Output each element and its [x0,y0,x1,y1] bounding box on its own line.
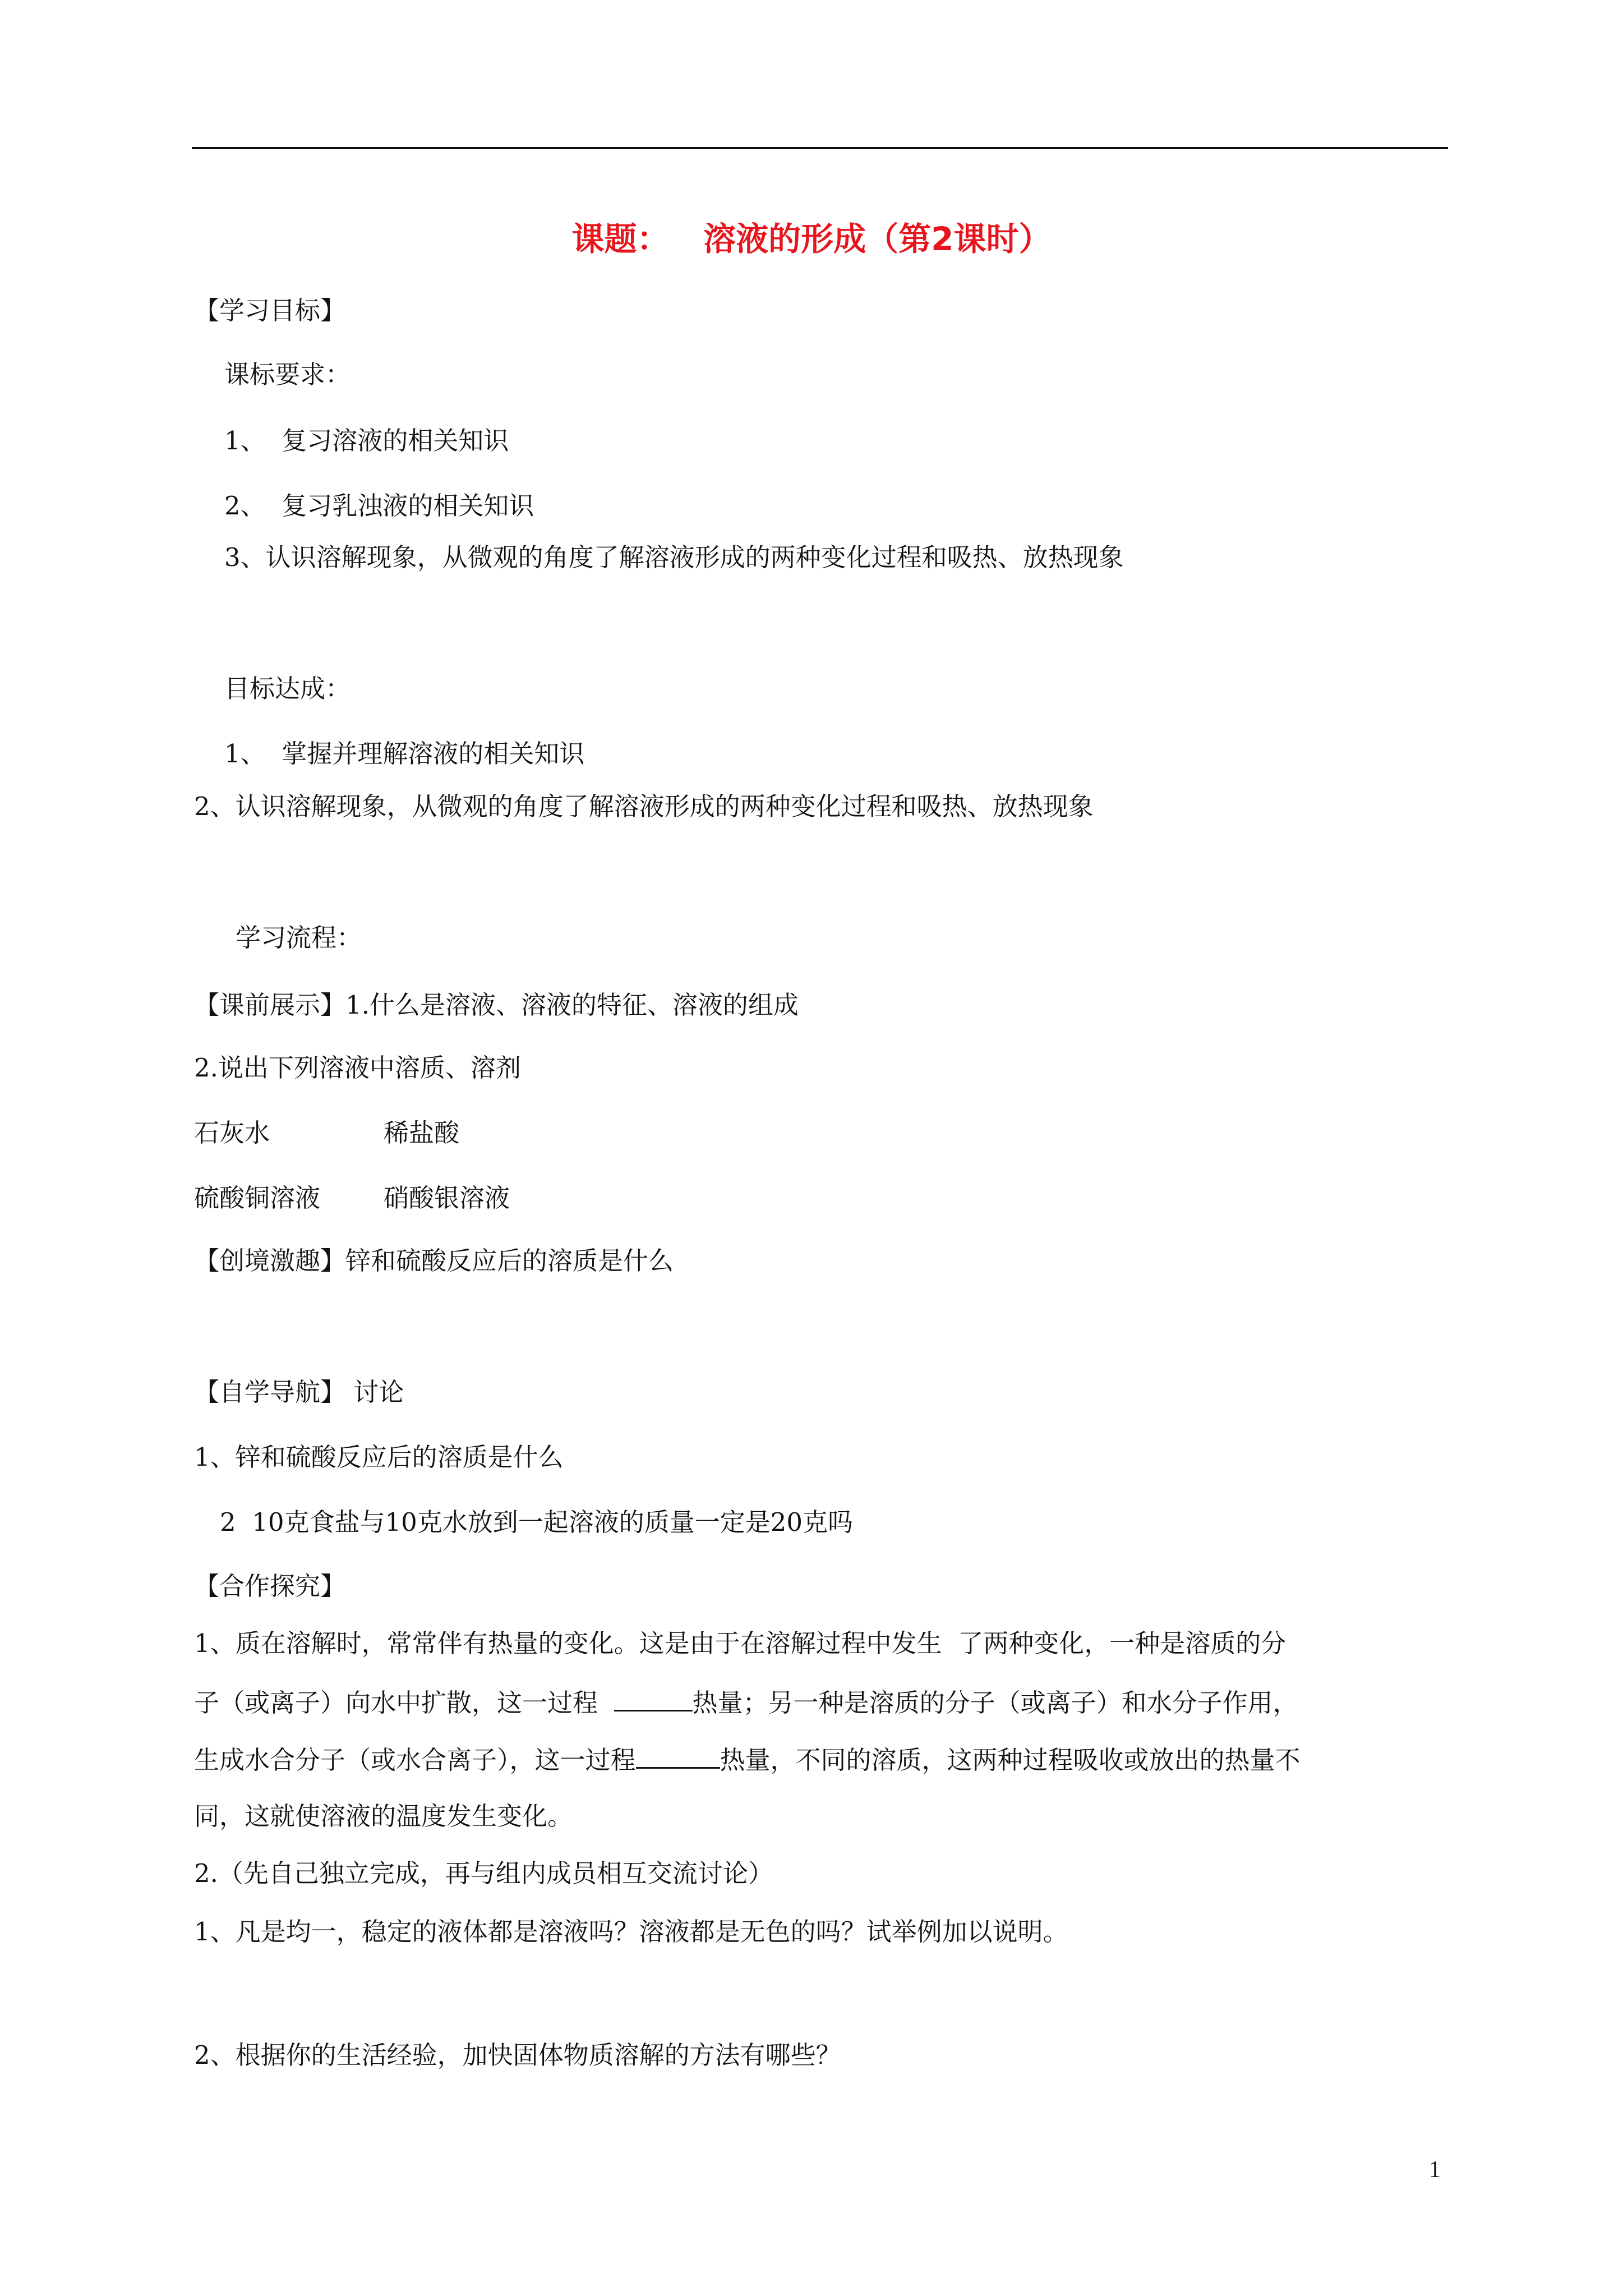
cooperation-question: 2、根据你的生活经验，加快固体物质溶解的方法有哪些？ [194,2040,841,2070]
cooperation-paragraph-line: 1、质在溶解时，常常伴有热量的变化。这是由于在溶解过程中发生 了两种变化，一种是溶质的分 [194,1628,1287,1658]
paragraph-text: 热量；另一种是溶质的分子（或离子）和水分子作用， [692,1688,1298,1718]
goals-item: 2、认识溶解现象，从微观的角度了解溶液形成的两种变化过程和吸热、放热现象 [194,792,1094,821]
solution-item: 硝酸银溶液 [384,1183,510,1213]
cooperation-paragraph-line [194,1684,1448,1721]
goals-item: 1、 掌握并理解溶液的相关知识 [224,739,585,769]
solution-item: 硫酸铜溶液 [194,1183,321,1213]
self-study-question: 2 10克食盐与10克水放到一起溶液的质量一定是20克吗 [220,1507,854,1537]
cooperation-intro: 2.（先自己独立完成，再与组内成员相互交流讨论） [194,1858,773,1888]
cooperation-question: 1、凡是均一，稳定的液体都是溶液吗？溶液都是无色的吗？试举例加以说明。 [194,1917,1068,1947]
curriculum-item: 3、认识溶解现象，从微观的角度了解溶液形成的两种变化过程和吸热、放热现象 [224,542,1124,572]
curriculum-label: 课标要求： [224,360,351,389]
solution-item: 稀盐酸 [384,1118,460,1148]
fill-blank [614,1684,693,1711]
self-study-question: 1、锌和硫酸反应后的溶质是什么 [194,1442,564,1472]
fill-blank [636,1741,720,1769]
curriculum-item: 1、 复习溶液的相关知识 [224,426,509,455]
paragraph-text: 热量，不同的溶质，这两种过程吸收或放出的热量不 [720,1745,1301,1775]
process-label: 学习流程： [236,923,362,953]
page-number: 1 [1429,2157,1441,2183]
paragraph-text: 子（或离子）向水中扩散，这一过程 [194,1688,614,1718]
paragraph-text: 生成水合分子（或水合离子），这一过程 [194,1745,636,1775]
motivation-line: 【创境激趣】锌和硫酸反应后的溶质是什么 [194,1246,674,1276]
cooperation-paragraph-line [194,1741,1448,1778]
objectives-heading: 【学习目标】 [194,296,346,325]
solution-item: 石灰水 [194,1118,270,1148]
page-title: 课题： 溶液的形成（第2课时） [571,220,1052,258]
goals-label: 目标达成： [224,674,351,703]
curriculum-item: 2、 复习乳浊液的相关知识 [224,491,534,521]
cooperation-paragraph-line: 同，这就使溶液的温度发生变化。 [194,1801,573,1831]
cooperation-heading: 【合作探究】 [194,1571,346,1601]
header-rule [192,147,1448,149]
self-study-heading: 【自学导航】 讨论 [194,1377,404,1407]
preview-line: 2.说出下列溶液中溶质、溶剂 [194,1053,521,1083]
preview-line: 【课前展示】1.什么是溶液、溶液的特征、溶液的组成 [194,990,799,1020]
